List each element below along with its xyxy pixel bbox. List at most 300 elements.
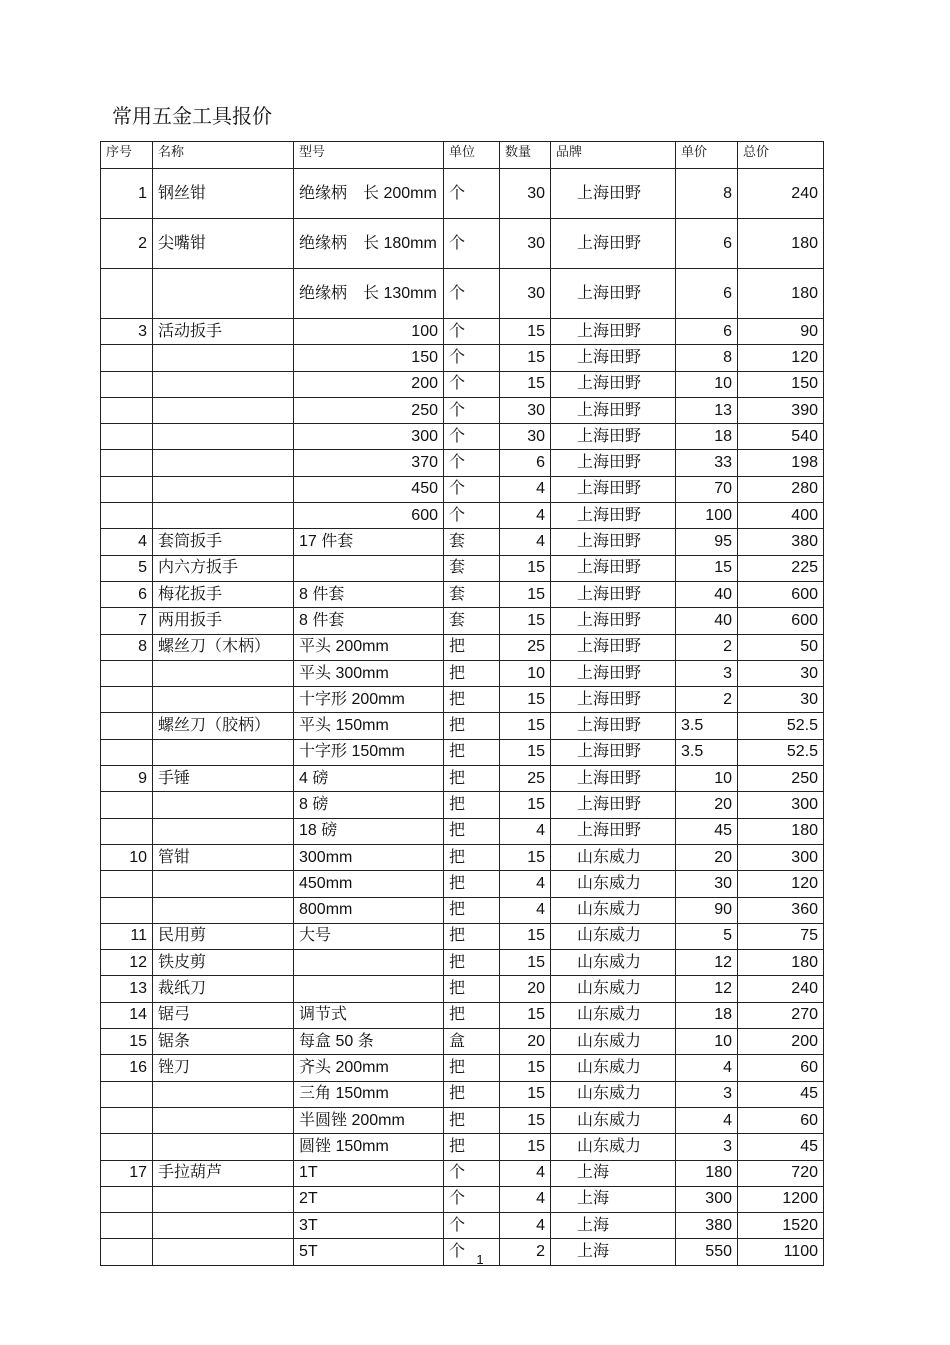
cell-name: 管钳 bbox=[153, 844, 294, 870]
cell-unit: 个 bbox=[444, 1239, 500, 1265]
table-row bbox=[101, 897, 824, 923]
cell-brand: 上海田野 bbox=[551, 818, 676, 844]
cell-brand: 山东威力 bbox=[551, 950, 676, 976]
cell-model: 150 bbox=[294, 345, 444, 371]
cell-unit: 把 bbox=[444, 1107, 500, 1133]
cell-brand: 上海田野 bbox=[551, 345, 676, 371]
cell-brand: 上海田野 bbox=[551, 634, 676, 660]
cell-qty: 25 bbox=[500, 766, 551, 792]
cell-unit: 个 bbox=[444, 319, 500, 345]
cell-name bbox=[153, 476, 294, 502]
cell-name bbox=[153, 345, 294, 371]
cell-price: 5 bbox=[676, 923, 738, 949]
cell-total: 1200 bbox=[738, 1186, 824, 1212]
cell-total: 198 bbox=[738, 450, 824, 476]
cell-total: 50 bbox=[738, 634, 824, 660]
cell-name: 内六方扳手 bbox=[153, 555, 294, 581]
cell-total: 200 bbox=[738, 1029, 824, 1055]
cell-total: 300 bbox=[738, 792, 824, 818]
cell-unit: 把 bbox=[444, 687, 500, 713]
cell-name bbox=[153, 818, 294, 844]
cell-total: 45 bbox=[738, 1134, 824, 1160]
cell-model: 3T bbox=[294, 1213, 444, 1239]
cell-total: 180 bbox=[738, 269, 824, 319]
cell-total: 1520 bbox=[738, 1213, 824, 1239]
cell-total: 225 bbox=[738, 555, 824, 581]
cell-unit: 套 bbox=[444, 529, 500, 555]
cell-model: 370 bbox=[294, 450, 444, 476]
cell-unit: 个 bbox=[444, 503, 500, 529]
cell-model: 平头 150mm bbox=[294, 713, 444, 739]
cell-price: 6 bbox=[676, 219, 738, 269]
cell-price: 3.5 bbox=[676, 713, 738, 739]
cell-no bbox=[101, 345, 153, 371]
cell-unit: 套 bbox=[444, 608, 500, 634]
table-row bbox=[101, 818, 824, 844]
cell-brand: 上海田野 bbox=[551, 581, 676, 607]
cell-brand: 山东威力 bbox=[551, 1002, 676, 1028]
cell-qty: 4 bbox=[500, 1213, 551, 1239]
cell-brand: 上海田野 bbox=[551, 529, 676, 555]
cell-model: 每盒 50 条 bbox=[294, 1029, 444, 1055]
cell-price: 70 bbox=[676, 476, 738, 502]
cell-qty: 4 bbox=[500, 1186, 551, 1212]
cell-qty: 30 bbox=[500, 397, 551, 423]
cell-unit: 把 bbox=[444, 976, 500, 1002]
cell-no bbox=[101, 687, 153, 713]
cell-price: 15 bbox=[676, 555, 738, 581]
cell-name bbox=[153, 739, 294, 765]
cell-total: 60 bbox=[738, 1055, 824, 1081]
table-row bbox=[101, 608, 824, 634]
table-row bbox=[101, 1186, 824, 1212]
cell-unit: 套 bbox=[444, 555, 500, 581]
cell-model: 5T bbox=[294, 1239, 444, 1265]
cell-unit: 个 bbox=[444, 371, 500, 397]
cell-price: 13 bbox=[676, 397, 738, 423]
cell-total: 540 bbox=[738, 424, 824, 450]
cell-price: 3 bbox=[676, 660, 738, 686]
cell-price: 100 bbox=[676, 503, 738, 529]
cell-no: 6 bbox=[101, 581, 153, 607]
cell-name: 套筒扳手 bbox=[153, 529, 294, 555]
cell-total: 360 bbox=[738, 897, 824, 923]
header-name: 名称 bbox=[153, 142, 294, 169]
cell-no: 17 bbox=[101, 1160, 153, 1186]
cell-price: 3.5 bbox=[676, 739, 738, 765]
cell-no: 1 bbox=[101, 169, 153, 219]
cell-qty: 15 bbox=[500, 319, 551, 345]
cell-total: 52.5 bbox=[738, 739, 824, 765]
cell-qty: 30 bbox=[500, 219, 551, 269]
cell-price: 8 bbox=[676, 345, 738, 371]
table-header-row bbox=[101, 142, 824, 169]
cell-model: 8 磅 bbox=[294, 792, 444, 818]
table-row bbox=[101, 424, 824, 450]
cell-no: 9 bbox=[101, 766, 153, 792]
cell-no: 2 bbox=[101, 219, 153, 269]
cell-model: 4 磅 bbox=[294, 766, 444, 792]
cell-brand: 上海田野 bbox=[551, 319, 676, 345]
cell-qty: 15 bbox=[500, 371, 551, 397]
cell-total: 180 bbox=[738, 950, 824, 976]
cell-no bbox=[101, 660, 153, 686]
cell-no bbox=[101, 1134, 153, 1160]
cell-no bbox=[101, 269, 153, 319]
table-row bbox=[101, 792, 824, 818]
cell-no bbox=[101, 792, 153, 818]
cell-name bbox=[153, 269, 294, 319]
cell-brand: 上海田野 bbox=[551, 424, 676, 450]
cell-no: 13 bbox=[101, 976, 153, 1002]
cell-unit: 盒 bbox=[444, 1029, 500, 1055]
cell-total: 720 bbox=[738, 1160, 824, 1186]
cell-name bbox=[153, 660, 294, 686]
cell-qty: 15 bbox=[500, 1081, 551, 1107]
cell-name bbox=[153, 1107, 294, 1133]
cell-model: 300mm bbox=[294, 844, 444, 870]
cell-unit: 把 bbox=[444, 792, 500, 818]
cell-brand: 山东威力 bbox=[551, 1055, 676, 1081]
cell-total: 250 bbox=[738, 766, 824, 792]
cell-total: 240 bbox=[738, 976, 824, 1002]
cell-brand: 上海田野 bbox=[551, 397, 676, 423]
table-row bbox=[101, 976, 824, 1002]
cell-brand: 上海田野 bbox=[551, 371, 676, 397]
cell-unit: 把 bbox=[444, 1081, 500, 1107]
header-price: 单价 bbox=[676, 142, 738, 169]
cell-no bbox=[101, 397, 153, 423]
cell-price: 4 bbox=[676, 1055, 738, 1081]
cell-unit: 个 bbox=[444, 1213, 500, 1239]
cell-name: 两用扳手 bbox=[153, 608, 294, 634]
cell-brand: 山东威力 bbox=[551, 923, 676, 949]
table-row bbox=[101, 1160, 824, 1186]
header-unit: 单位 bbox=[444, 142, 500, 169]
cell-unit: 个 bbox=[444, 1160, 500, 1186]
cell-name: 活动扳手 bbox=[153, 319, 294, 345]
table-row bbox=[101, 169, 824, 219]
cell-model: 8 件套 bbox=[294, 608, 444, 634]
table-row bbox=[101, 581, 824, 607]
cell-price: 12 bbox=[676, 950, 738, 976]
cell-price: 45 bbox=[676, 818, 738, 844]
header-qty: 数量 bbox=[500, 142, 551, 169]
cell-total: 180 bbox=[738, 818, 824, 844]
cell-no bbox=[101, 871, 153, 897]
cell-qty: 30 bbox=[500, 424, 551, 450]
cell-name: 铁皮剪 bbox=[153, 950, 294, 976]
cell-brand: 山东威力 bbox=[551, 1029, 676, 1055]
cell-qty: 2 bbox=[500, 1239, 551, 1265]
cell-name: 裁纸刀 bbox=[153, 976, 294, 1002]
cell-qty: 4 bbox=[500, 897, 551, 923]
cell-total: 240 bbox=[738, 169, 824, 219]
cell-price: 95 bbox=[676, 529, 738, 555]
cell-price: 40 bbox=[676, 608, 738, 634]
cell-model: 绝缘柄 长 200mm bbox=[294, 169, 444, 219]
cell-total: 45 bbox=[738, 1081, 824, 1107]
cell-brand: 上海田野 bbox=[551, 219, 676, 269]
cell-model: 2T bbox=[294, 1186, 444, 1212]
cell-total: 30 bbox=[738, 660, 824, 686]
cell-total: 150 bbox=[738, 371, 824, 397]
cell-qty: 4 bbox=[500, 476, 551, 502]
cell-model: 平头 200mm bbox=[294, 634, 444, 660]
cell-model: 600 bbox=[294, 503, 444, 529]
cell-total: 600 bbox=[738, 608, 824, 634]
cell-qty: 4 bbox=[500, 529, 551, 555]
cell-qty: 30 bbox=[500, 169, 551, 219]
cell-name bbox=[153, 1186, 294, 1212]
cell-model: 17 件套 bbox=[294, 529, 444, 555]
cell-no bbox=[101, 503, 153, 529]
cell-model: 十字形 150mm bbox=[294, 739, 444, 765]
cell-model: 8 件套 bbox=[294, 581, 444, 607]
cell-model bbox=[294, 950, 444, 976]
cell-qty: 30 bbox=[500, 269, 551, 319]
table-row bbox=[101, 739, 824, 765]
cell-brand: 上海田野 bbox=[551, 503, 676, 529]
cell-no: 11 bbox=[101, 923, 153, 949]
cell-model: 100 bbox=[294, 319, 444, 345]
cell-qty: 4 bbox=[500, 503, 551, 529]
cell-name: 梅花扳手 bbox=[153, 581, 294, 607]
cell-price: 18 bbox=[676, 424, 738, 450]
table-row bbox=[101, 371, 824, 397]
cell-model: 调节式 bbox=[294, 1002, 444, 1028]
cell-name bbox=[153, 450, 294, 476]
cell-unit: 个 bbox=[444, 1186, 500, 1212]
cell-qty: 15 bbox=[500, 555, 551, 581]
cell-price: 10 bbox=[676, 1029, 738, 1055]
table-row bbox=[101, 634, 824, 660]
header-total: 总价 bbox=[738, 142, 824, 169]
table-row bbox=[101, 1055, 824, 1081]
cell-price: 380 bbox=[676, 1213, 738, 1239]
cell-price: 8 bbox=[676, 169, 738, 219]
cell-qty: 15 bbox=[500, 844, 551, 870]
cell-model: 300 bbox=[294, 424, 444, 450]
table-row bbox=[101, 660, 824, 686]
cell-unit: 把 bbox=[444, 1134, 500, 1160]
table-row bbox=[101, 1081, 824, 1107]
cell-model: 三角 150mm bbox=[294, 1081, 444, 1107]
cell-total: 120 bbox=[738, 345, 824, 371]
cell-brand: 山东威力 bbox=[551, 871, 676, 897]
cell-total: 90 bbox=[738, 319, 824, 345]
table-row bbox=[101, 450, 824, 476]
cell-brand: 山东威力 bbox=[551, 1081, 676, 1107]
cell-unit: 把 bbox=[444, 766, 500, 792]
cell-name bbox=[153, 897, 294, 923]
cell-model: 450 bbox=[294, 476, 444, 502]
cell-brand: 山东威力 bbox=[551, 1134, 676, 1160]
cell-no: 12 bbox=[101, 950, 153, 976]
cell-brand: 上海田野 bbox=[551, 476, 676, 502]
cell-unit: 个 bbox=[444, 424, 500, 450]
cell-brand: 上海 bbox=[551, 1160, 676, 1186]
cell-unit: 把 bbox=[444, 950, 500, 976]
cell-name bbox=[153, 792, 294, 818]
cell-brand: 山东威力 bbox=[551, 897, 676, 923]
cell-unit: 个 bbox=[444, 345, 500, 371]
cell-price: 6 bbox=[676, 319, 738, 345]
cell-name: 锉刀 bbox=[153, 1055, 294, 1081]
cell-no bbox=[101, 1107, 153, 1133]
cell-brand: 上海 bbox=[551, 1186, 676, 1212]
cell-qty: 25 bbox=[500, 634, 551, 660]
cell-qty: 4 bbox=[500, 818, 551, 844]
cell-price: 3 bbox=[676, 1134, 738, 1160]
cell-name: 钢丝钳 bbox=[153, 169, 294, 219]
cell-total: 120 bbox=[738, 871, 824, 897]
cell-qty: 15 bbox=[500, 1134, 551, 1160]
cell-unit: 个 bbox=[444, 219, 500, 269]
cell-model: 200 bbox=[294, 371, 444, 397]
table-row bbox=[101, 1002, 824, 1028]
cell-no bbox=[101, 897, 153, 923]
cell-brand: 上海田野 bbox=[551, 169, 676, 219]
cell-unit: 个 bbox=[444, 169, 500, 219]
cell-no bbox=[101, 371, 153, 397]
cell-qty: 4 bbox=[500, 1160, 551, 1186]
cell-brand: 上海田野 bbox=[551, 660, 676, 686]
cell-unit: 把 bbox=[444, 660, 500, 686]
cell-qty: 6 bbox=[500, 450, 551, 476]
cell-unit: 把 bbox=[444, 818, 500, 844]
cell-price: 180 bbox=[676, 1160, 738, 1186]
cell-price: 4 bbox=[676, 1107, 738, 1133]
cell-no: 3 bbox=[101, 319, 153, 345]
table-row bbox=[101, 529, 824, 555]
cell-qty: 10 bbox=[500, 660, 551, 686]
table-row bbox=[101, 503, 824, 529]
cell-brand: 上海 bbox=[551, 1213, 676, 1239]
cell-model: 十字形 200mm bbox=[294, 687, 444, 713]
cell-total: 1100 bbox=[738, 1239, 824, 1265]
table-row bbox=[101, 476, 824, 502]
cell-name bbox=[153, 1134, 294, 1160]
cell-unit: 把 bbox=[444, 1055, 500, 1081]
table-row bbox=[101, 950, 824, 976]
header-no: 序号 bbox=[101, 142, 153, 169]
cell-qty: 15 bbox=[500, 923, 551, 949]
cell-price: 90 bbox=[676, 897, 738, 923]
cell-price: 300 bbox=[676, 1186, 738, 1212]
cell-price: 30 bbox=[676, 871, 738, 897]
cell-name: 锯条 bbox=[153, 1029, 294, 1055]
cell-brand: 上海 bbox=[551, 1239, 676, 1265]
cell-no: 5 bbox=[101, 555, 153, 581]
cell-price: 12 bbox=[676, 976, 738, 1002]
table-row bbox=[101, 219, 824, 269]
table-row bbox=[101, 844, 824, 870]
cell-model: 圆锉 150mm bbox=[294, 1134, 444, 1160]
cell-model: 绝缘柄 长 130mm bbox=[294, 269, 444, 319]
cell-no bbox=[101, 424, 153, 450]
cell-price: 10 bbox=[676, 371, 738, 397]
table-row bbox=[101, 345, 824, 371]
cell-brand: 山东威力 bbox=[551, 976, 676, 1002]
cell-name bbox=[153, 871, 294, 897]
cell-name: 民用剪 bbox=[153, 923, 294, 949]
cell-name: 锯弓 bbox=[153, 1002, 294, 1028]
cell-name bbox=[153, 503, 294, 529]
cell-unit: 个 bbox=[444, 397, 500, 423]
table-row bbox=[101, 1213, 824, 1239]
cell-no bbox=[101, 818, 153, 844]
cell-model: 18 磅 bbox=[294, 818, 444, 844]
cell-unit: 把 bbox=[444, 739, 500, 765]
cell-brand: 上海田野 bbox=[551, 450, 676, 476]
table-row bbox=[101, 555, 824, 581]
cell-price: 33 bbox=[676, 450, 738, 476]
cell-model: 绝缘柄 长 180mm bbox=[294, 219, 444, 269]
cell-brand: 上海田野 bbox=[551, 792, 676, 818]
table-row bbox=[101, 923, 824, 949]
cell-total: 60 bbox=[738, 1107, 824, 1133]
cell-qty: 15 bbox=[500, 345, 551, 371]
cell-name bbox=[153, 424, 294, 450]
cell-brand: 山东威力 bbox=[551, 1107, 676, 1133]
cell-qty: 15 bbox=[500, 792, 551, 818]
cell-no: 15 bbox=[101, 1029, 153, 1055]
cell-model: 大号 bbox=[294, 923, 444, 949]
cell-name bbox=[153, 371, 294, 397]
cell-total: 75 bbox=[738, 923, 824, 949]
cell-unit: 个 bbox=[444, 269, 500, 319]
cell-price: 2 bbox=[676, 634, 738, 660]
cell-no: 8 bbox=[101, 634, 153, 660]
cell-price: 3 bbox=[676, 1081, 738, 1107]
cell-no: 14 bbox=[101, 1002, 153, 1028]
cell-name: 尖嘴钳 bbox=[153, 219, 294, 269]
cell-no bbox=[101, 1186, 153, 1212]
cell-total: 380 bbox=[738, 529, 824, 555]
cell-unit: 把 bbox=[444, 713, 500, 739]
cell-unit: 把 bbox=[444, 897, 500, 923]
cell-brand: 上海田野 bbox=[551, 555, 676, 581]
table-row bbox=[101, 1029, 824, 1055]
cell-price: 550 bbox=[676, 1239, 738, 1265]
cell-no: 16 bbox=[101, 1055, 153, 1081]
cell-qty: 15 bbox=[500, 739, 551, 765]
cell-price: 10 bbox=[676, 766, 738, 792]
cell-unit: 把 bbox=[444, 844, 500, 870]
cell-model: 平头 300mm bbox=[294, 660, 444, 686]
cell-qty: 20 bbox=[500, 976, 551, 1002]
cell-no bbox=[101, 713, 153, 739]
cell-unit: 把 bbox=[444, 634, 500, 660]
cell-name bbox=[153, 397, 294, 423]
cell-brand: 上海田野 bbox=[551, 608, 676, 634]
cell-total: 270 bbox=[738, 1002, 824, 1028]
cell-model: 齐头 200mm bbox=[294, 1055, 444, 1081]
cell-total: 400 bbox=[738, 503, 824, 529]
cell-qty: 15 bbox=[500, 713, 551, 739]
table-row bbox=[101, 713, 824, 739]
cell-total: 600 bbox=[738, 581, 824, 607]
cell-no bbox=[101, 450, 153, 476]
cell-brand: 上海田野 bbox=[551, 269, 676, 319]
cell-no: 4 bbox=[101, 529, 153, 555]
cell-no bbox=[101, 476, 153, 502]
cell-model bbox=[294, 555, 444, 581]
cell-model: 250 bbox=[294, 397, 444, 423]
cell-model: 450mm bbox=[294, 871, 444, 897]
price-table bbox=[100, 141, 824, 1266]
